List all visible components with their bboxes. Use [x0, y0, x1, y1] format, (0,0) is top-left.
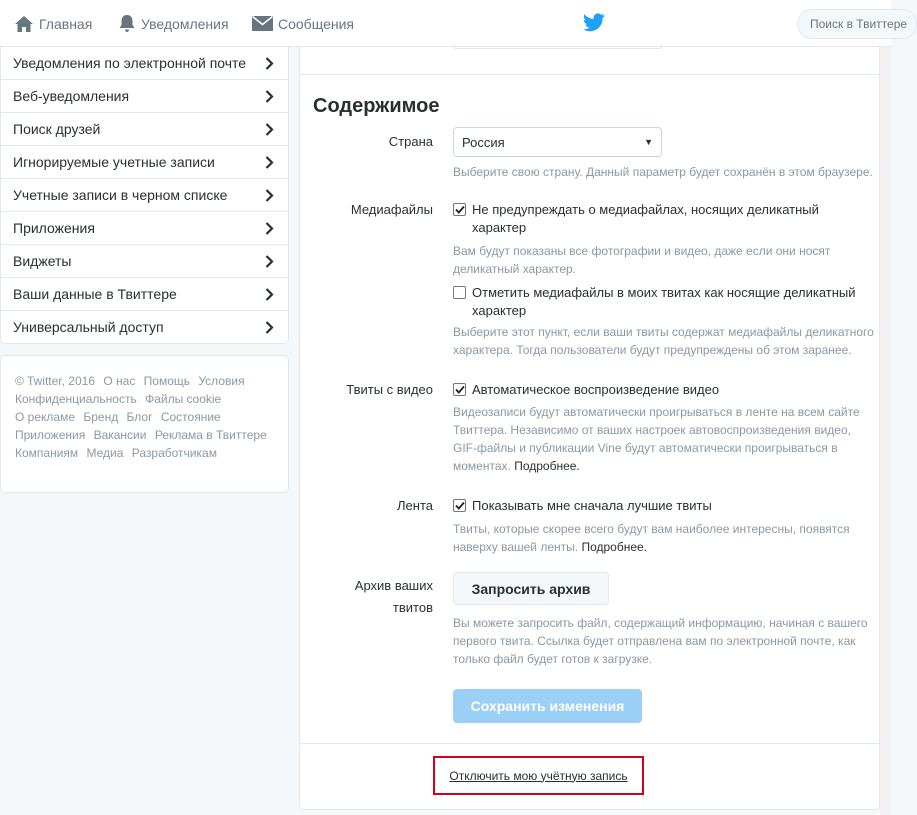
- chevron-right-icon: [262, 56, 276, 70]
- footer-link-brand[interactable]: Бренд: [83, 410, 119, 424]
- sidebar-item-label: Ваши данные в Твиттере: [13, 286, 177, 302]
- request-archive-button[interactable]: Запросить архив: [453, 572, 609, 605]
- timeline-best-tweets-label: Показывать мне сначала лучшие твиты: [472, 498, 712, 513]
- nav-messages[interactable]: [252, 0, 354, 47]
- footer-links: [0, 355, 289, 493]
- dropdown-arrow-icon: ▼: [644, 137, 653, 147]
- footer-link-jobs[interactable]: Вакансии: [93, 428, 147, 442]
- footer-link-cookies[interactable]: Файлы cookie: [145, 392, 222, 406]
- footer-copyright: © Twitter, 2016: [15, 374, 95, 388]
- video-autoplay-help-text: Видеозаписи будут автоматически проигрываться в ленте на всем сайте Твиттера. Независимо от ваших настроек автовоспроизведения видео, GIF-файлы и публикации Vine будут автоматически проигрываться в моментах.: [453, 405, 860, 473]
- chevron-right-icon: [262, 320, 276, 334]
- footer-link-media[interactable]: Медиа: [86, 446, 124, 460]
- video-autoplay-help: [453, 403, 863, 475]
- timeline-help-text: Твиты, которые скорее всего будут вам наиболее интересны, появятся наверху вашей ленты.: [453, 522, 850, 554]
- country-label: Страна: [388, 134, 433, 149]
- video-autoplay-option: [453, 381, 873, 399]
- sidebar-item-label: Виджеты: [13, 253, 72, 269]
- footer-link-terms[interactable]: Условия: [198, 374, 245, 388]
- archive-label: [300, 575, 433, 619]
- nav-messages-label: Сообщения: [278, 15, 354, 32]
- footer-link-business[interactable]: Компаниям: [15, 446, 79, 460]
- nav-notifications[interactable]: [118, 0, 229, 47]
- page-scrollbar[interactable]: [880, 47, 891, 815]
- footer-link-blog[interactable]: Блог: [126, 410, 153, 424]
- video-autoplay-label: Автоматическое воспроизведение видео: [472, 382, 720, 397]
- section-divider: [300, 743, 879, 744]
- footer-link-help[interactable]: Помощь: [143, 374, 191, 388]
- chevron-right-icon: [262, 254, 276, 268]
- media-mark-sensitive-option: [453, 284, 873, 320]
- sidebar-item-widgets[interactable]: [1, 244, 288, 277]
- sidebar-item-label: Веб-уведомления: [13, 88, 130, 104]
- chevron-right-icon: [262, 122, 276, 136]
- content-settings-panel: [299, 47, 880, 810]
- chevron-right-icon: [262, 221, 276, 235]
- sidebar-item-label: Универсальный доступ: [13, 319, 164, 335]
- media-mark-sensitive-label: Отметить медиафайлы в моих твитах как носящие деликатный характер: [472, 285, 856, 318]
- chevron-right-icon: [262, 155, 276, 169]
- sidebar-item-label: Учетные записи в черном списке: [13, 187, 228, 203]
- footer-link-status[interactable]: Состояние: [160, 410, 221, 424]
- settings-sidebar: [0, 47, 289, 344]
- bell-icon: [118, 14, 136, 33]
- footer-link-privacy[interactable]: Конфиденциальность: [15, 392, 137, 406]
- nav-home-label: Главная: [39, 15, 93, 32]
- chevron-right-icon: [262, 188, 276, 202]
- section-divider: [300, 74, 879, 75]
- timeline-best-tweets-checkbox[interactable]: [453, 499, 466, 512]
- timeline-best-tweets-option: [453, 497, 873, 515]
- home-icon: [14, 15, 34, 33]
- sidebar-item-apps[interactable]: [1, 211, 288, 244]
- sidebar-item-find-friends[interactable]: [1, 112, 288, 145]
- checkmark-icon: [455, 385, 465, 394]
- footer-link-about[interactable]: О нас: [103, 374, 136, 388]
- footer-link-apps[interactable]: Приложения: [15, 428, 86, 442]
- sidebar-item-email-notifications[interactable]: [1, 47, 288, 79]
- twitter-bird-icon[interactable]: [583, 13, 605, 37]
- footer-link-ads-info[interactable]: О рекламе: [15, 410, 75, 424]
- archive-help: Вы можете запросить файл, содержащий информацию, начиная с вашего первого твита. Ссылка будет отправлена вам по электронной почте, как только файл будет готов к загрузке.: [453, 616, 868, 666]
- media-mark-sensitive-help: Выберите этот пункт, если ваши твиты содержат медиафайлы деликатного характера. Тогда пользователи будут предупреждены об этом заранее.: [453, 325, 874, 357]
- nav-home[interactable]: [14, 0, 92, 47]
- sidebar-item-label: Приложения: [13, 220, 95, 236]
- footer-link-advertise[interactable]: Реклама в Твиттере: [154, 428, 267, 442]
- sidebar-item-label: Уведомления по электронной почте: [13, 55, 247, 71]
- country-select-value: Россия: [462, 134, 505, 150]
- sidebar-item-label: Игнорируемые учетные записи: [13, 154, 215, 170]
- country-select[interactable]: [453, 127, 662, 157]
- archive-label-line1: Архив ваших: [354, 578, 433, 593]
- media-no-warning-checkbox[interactable]: [453, 203, 466, 216]
- top-navigation-bar: [0, 0, 908, 47]
- timeline-help: [453, 520, 863, 556]
- media-mark-sensitive-checkbox[interactable]: [453, 286, 466, 299]
- timeline-learn-more-link[interactable]: Подробнее.: [581, 540, 648, 554]
- deactivate-highlight: [433, 756, 644, 795]
- deactivate-account-link[interactable]: Отключить мою учётную запись: [449, 768, 628, 783]
- video-label: Твиты с видео: [346, 382, 433, 397]
- sidebar-item-your-twitter-data[interactable]: [1, 277, 288, 310]
- chevron-right-icon: [262, 287, 276, 301]
- sidebar-item-label: Поиск друзей: [13, 121, 101, 137]
- media-no-warning-label: Не предупреждать о медиафайлах, носящих деликатный характер: [472, 202, 819, 235]
- checkmark-icon: [455, 501, 465, 510]
- archive-label-line2: твитов: [392, 600, 433, 615]
- sidebar-item-blocked-accounts[interactable]: [1, 178, 288, 211]
- previous-field-edge: [452, 45, 663, 49]
- media-label: Медиафайлы: [350, 202, 433, 217]
- sidebar-item-muted-accounts[interactable]: [1, 145, 288, 178]
- media-no-warning-option: [453, 201, 873, 237]
- checkmark-icon: [455, 205, 465, 214]
- save-changes-button[interactable]: Сохранить изменения: [453, 689, 642, 723]
- video-autoplay-checkbox[interactable]: [453, 383, 466, 396]
- video-learn-more-link[interactable]: Подробнее.: [514, 459, 580, 473]
- envelope-icon: [252, 15, 273, 32]
- country-help: Выберите свою страну. Данный параметр будет сохранён в этом браузере.: [453, 165, 873, 179]
- footer-link-developers[interactable]: Разработчикам: [131, 446, 217, 460]
- nav-notifications-label: Уведомления: [141, 15, 229, 32]
- search-input[interactable]: Поиск в Твиттере: [797, 9, 917, 39]
- media-no-warning-help: Вам будут показаны все фотографии и видео, даже если они носят деликатный характер.: [453, 244, 831, 276]
- sidebar-item-web-notifications[interactable]: [1, 79, 288, 112]
- section-title: Содержимое: [313, 95, 440, 117]
- chevron-right-icon: [262, 89, 276, 103]
- timeline-label: Лента: [397, 498, 433, 513]
- sidebar-item-accessibility[interactable]: [1, 310, 288, 343]
